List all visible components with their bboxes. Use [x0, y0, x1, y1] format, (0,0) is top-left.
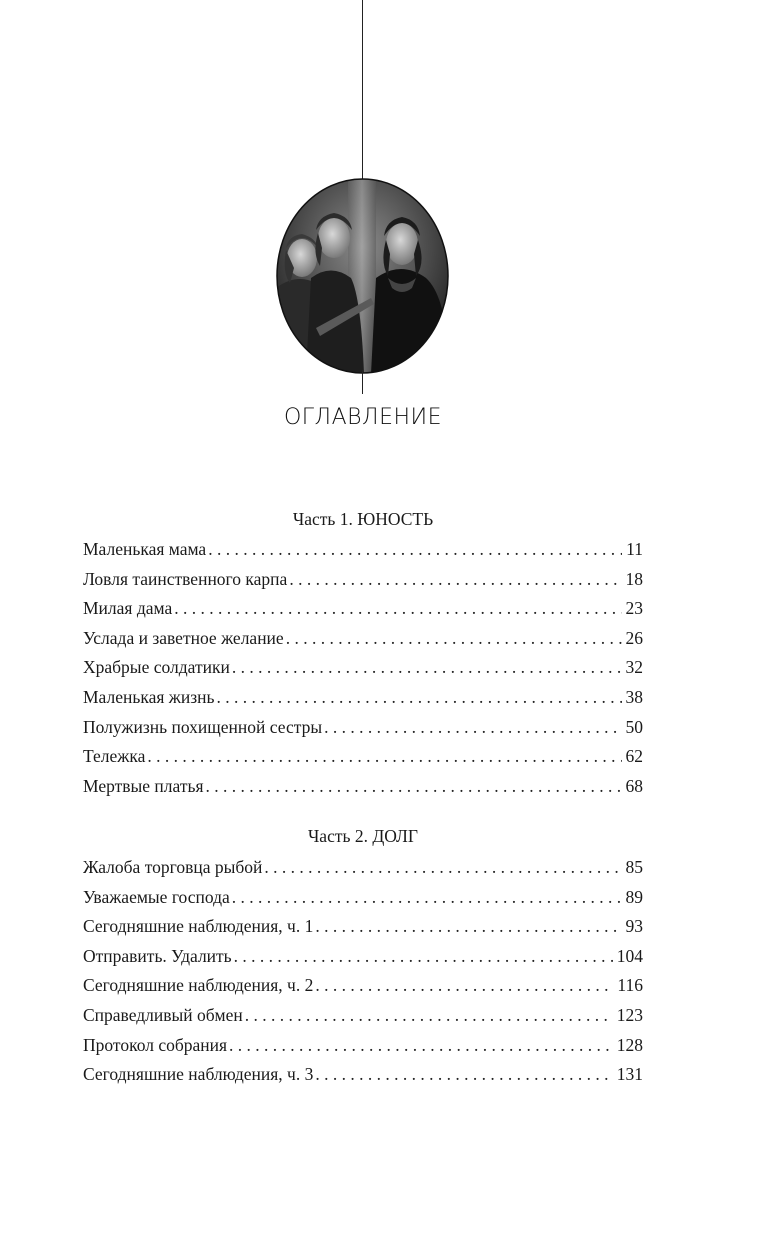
- toc-entry-title: Услада и заветное желание: [83, 627, 284, 648]
- leader-dots: [174, 598, 621, 619]
- leader-dots: [206, 776, 622, 797]
- toc-entry: [83, 539, 643, 569]
- toc-entry: [83, 687, 643, 717]
- toc-entry-title: Сегодняшние наблюдения, ч. 2: [83, 975, 314, 996]
- toc-entry-page: 116: [617, 975, 643, 996]
- leader-dots: [315, 916, 621, 937]
- toc-entry-page: 38: [625, 686, 643, 707]
- toc-entry: [83, 916, 643, 946]
- toc-entry-title: Полужизнь похищенной сестры: [83, 716, 323, 737]
- toc-list-part-1: [83, 539, 643, 805]
- toc-entry: [83, 946, 643, 976]
- toc-entry: [83, 1005, 643, 1035]
- toc-entry-title: Маленькая мама: [83, 539, 207, 559]
- toc-entry: [83, 598, 643, 628]
- toc-entry-page: 131: [616, 1064, 643, 1085]
- sisters-portrait-image: [276, 178, 449, 374]
- leader-dots: [216, 687, 621, 708]
- leader-dots: [315, 975, 613, 996]
- toc-entry: [83, 857, 643, 887]
- toc-entry-page: 93: [625, 916, 643, 937]
- toc-entry: [83, 887, 643, 917]
- leader-dots: [232, 887, 622, 908]
- toc-entry-title: Мертвые платья: [83, 775, 204, 796]
- toc-entry: [83, 628, 643, 658]
- decorative-line-top: [362, 0, 363, 182]
- toc-entry-page: 85: [625, 857, 643, 877]
- toc-entry-page: 128: [616, 1034, 643, 1055]
- toc-entry: [83, 1035, 643, 1065]
- toc-entry-title: Справедливый обмен: [83, 1004, 243, 1025]
- leader-dots: [289, 569, 621, 590]
- toc-entry-page: 104: [616, 945, 643, 966]
- toc-entry-page: 89: [625, 886, 643, 907]
- leader-dots: [147, 746, 621, 767]
- leader-dots: [245, 1005, 613, 1026]
- toc-entry-title: Храбрые солдатики: [83, 657, 230, 678]
- leader-dots: [324, 717, 621, 738]
- leader-dots: [232, 657, 622, 678]
- toc-entry-page: 62: [625, 746, 643, 767]
- leader-dots: [264, 857, 621, 878]
- toc-list-part-2: [83, 857, 643, 1094]
- toc-entry: [83, 975, 643, 1005]
- toc-entry: [83, 746, 643, 776]
- toc-entry-title: Сегодняшние наблюдения, ч. 1: [83, 916, 314, 937]
- toc-entry: [83, 776, 643, 806]
- leader-dots: [286, 628, 622, 649]
- toc-entry-title: Уважаемые господа: [83, 886, 230, 907]
- toc-entry-title: Сегодняшние наблюдения, ч. 3: [83, 1064, 314, 1085]
- toc-entry-title: Милая дама: [83, 598, 173, 619]
- toc-entry: [83, 717, 643, 747]
- toc-entry-page: 123: [616, 1004, 643, 1025]
- toc-entry-page: 18: [625, 568, 643, 589]
- toc-entry-page: 11: [626, 539, 643, 559]
- part-1-heading: Часть 1. ЮНОСТЬ: [292, 509, 434, 529]
- leader-dots: [234, 946, 613, 967]
- toc-entry-page: 23: [625, 598, 643, 619]
- toc-entry: [83, 657, 643, 687]
- leader-dots: [229, 1035, 613, 1056]
- toc-entry: [83, 569, 643, 599]
- leader-dots: [208, 539, 622, 560]
- toc-entry-title: Протокол собрания: [83, 1034, 228, 1055]
- part-2-heading: Часть 2. ДОЛГ: [307, 826, 419, 846]
- toc-entry-title: Жалоба торговца рыбой: [83, 857, 263, 877]
- toc-entry-page: 26: [625, 627, 643, 648]
- toc-entry-title: Тележка: [83, 746, 146, 767]
- leader-dots: [315, 1064, 612, 1085]
- toc-entry-page: 50: [625, 716, 643, 737]
- page-title: ОГЛАВЛЕНИЕ: [283, 405, 443, 430]
- toc-entry-page: 68: [625, 775, 643, 796]
- toc-entry-page: 32: [625, 657, 643, 678]
- toc-entry-title: Маленькая жизнь: [83, 686, 215, 707]
- toc-entry-title: Ловля таинственного карпа: [83, 568, 288, 589]
- toc-entry-title: Отправить. Удалить: [83, 945, 232, 966]
- decorative-line-bottom: [362, 370, 363, 394]
- toc-entry: [83, 1064, 643, 1094]
